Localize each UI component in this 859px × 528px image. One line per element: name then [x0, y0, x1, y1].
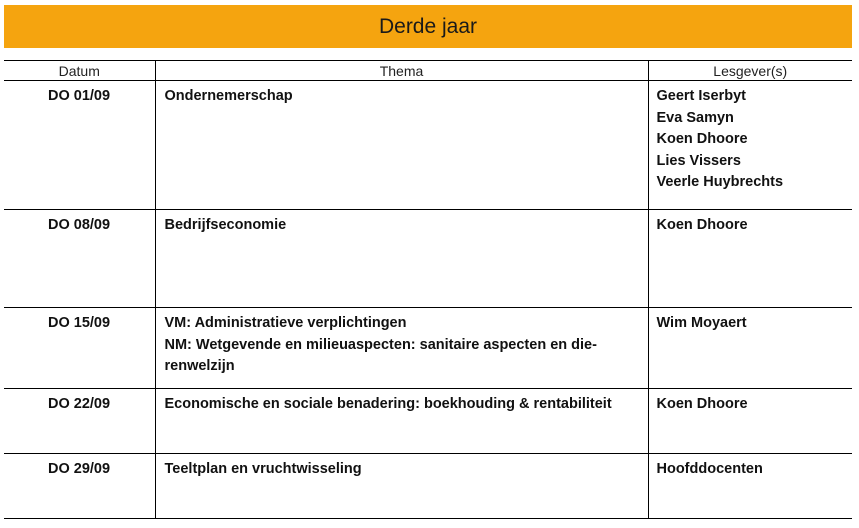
lesgever-name: Lies Vissers	[656, 152, 741, 169]
cell-lesgever	[648, 389, 852, 454]
schedule-table	[4, 60, 852, 519]
title-banner	[4, 5, 852, 48]
cell-datum: DO 01/09	[4, 81, 155, 210]
cell-datum: DO 29/09	[4, 454, 155, 519]
cell-lesgever	[648, 210, 852, 308]
lesgever-name: Wim Moyaert	[656, 315, 747, 331]
thema-line: Teeltplan en vruchtwisseling	[164, 461, 362, 477]
lesgever-name: Koen Dhoore	[656, 217, 748, 233]
thema-line: Economische en sociale benadering: boekhouding & rentabiliteit	[164, 396, 612, 412]
thema-line: NM: Wetgevende en milieuaspecten: sanitaire aspecten en die-	[164, 336, 597, 353]
thema-line: renwelzijn	[164, 358, 235, 374]
thema-line: Bedrijfseconomie	[164, 217, 287, 233]
lesgever-name: Koen Dhoore	[656, 131, 748, 147]
cell-datum: DO 08/09	[4, 210, 155, 308]
cell-lesgever	[648, 81, 852, 210]
column-header-lesgever: Lesgever(s)	[648, 61, 852, 81]
thema-line: VM: Administratieve verplichtingen	[164, 315, 407, 331]
table-row	[4, 81, 852, 210]
lesgever-name: Geert Iserbyt	[656, 88, 746, 104]
table-row	[4, 308, 852, 389]
lesgever-name: Hoofddocenten	[656, 461, 763, 477]
cell-thema	[155, 389, 648, 454]
cell-lesgever	[648, 308, 852, 389]
cell-thema	[155, 210, 648, 308]
column-header-thema: Thema	[155, 61, 648, 81]
lesgever-name: Veerle Huybrechts	[656, 174, 784, 190]
cell-thema	[155, 454, 648, 519]
table-row	[4, 389, 852, 454]
lesgever-name: Eva Samyn	[656, 109, 734, 126]
page-title: Derde jaar	[378, 14, 478, 38]
table-row	[4, 210, 852, 308]
thema-line: Ondernemerschap	[164, 88, 293, 104]
cell-datum: DO 15/09	[4, 308, 155, 389]
cell-datum: DO 22/09	[4, 389, 155, 454]
cell-thema	[155, 81, 648, 210]
column-header-datum: Datum	[4, 61, 155, 81]
table-header-row	[4, 61, 852, 81]
cell-thema	[155, 308, 648, 389]
cell-lesgever	[648, 454, 852, 519]
lesgever-name: Koen Dhoore	[656, 396, 748, 412]
table-row	[4, 454, 852, 519]
